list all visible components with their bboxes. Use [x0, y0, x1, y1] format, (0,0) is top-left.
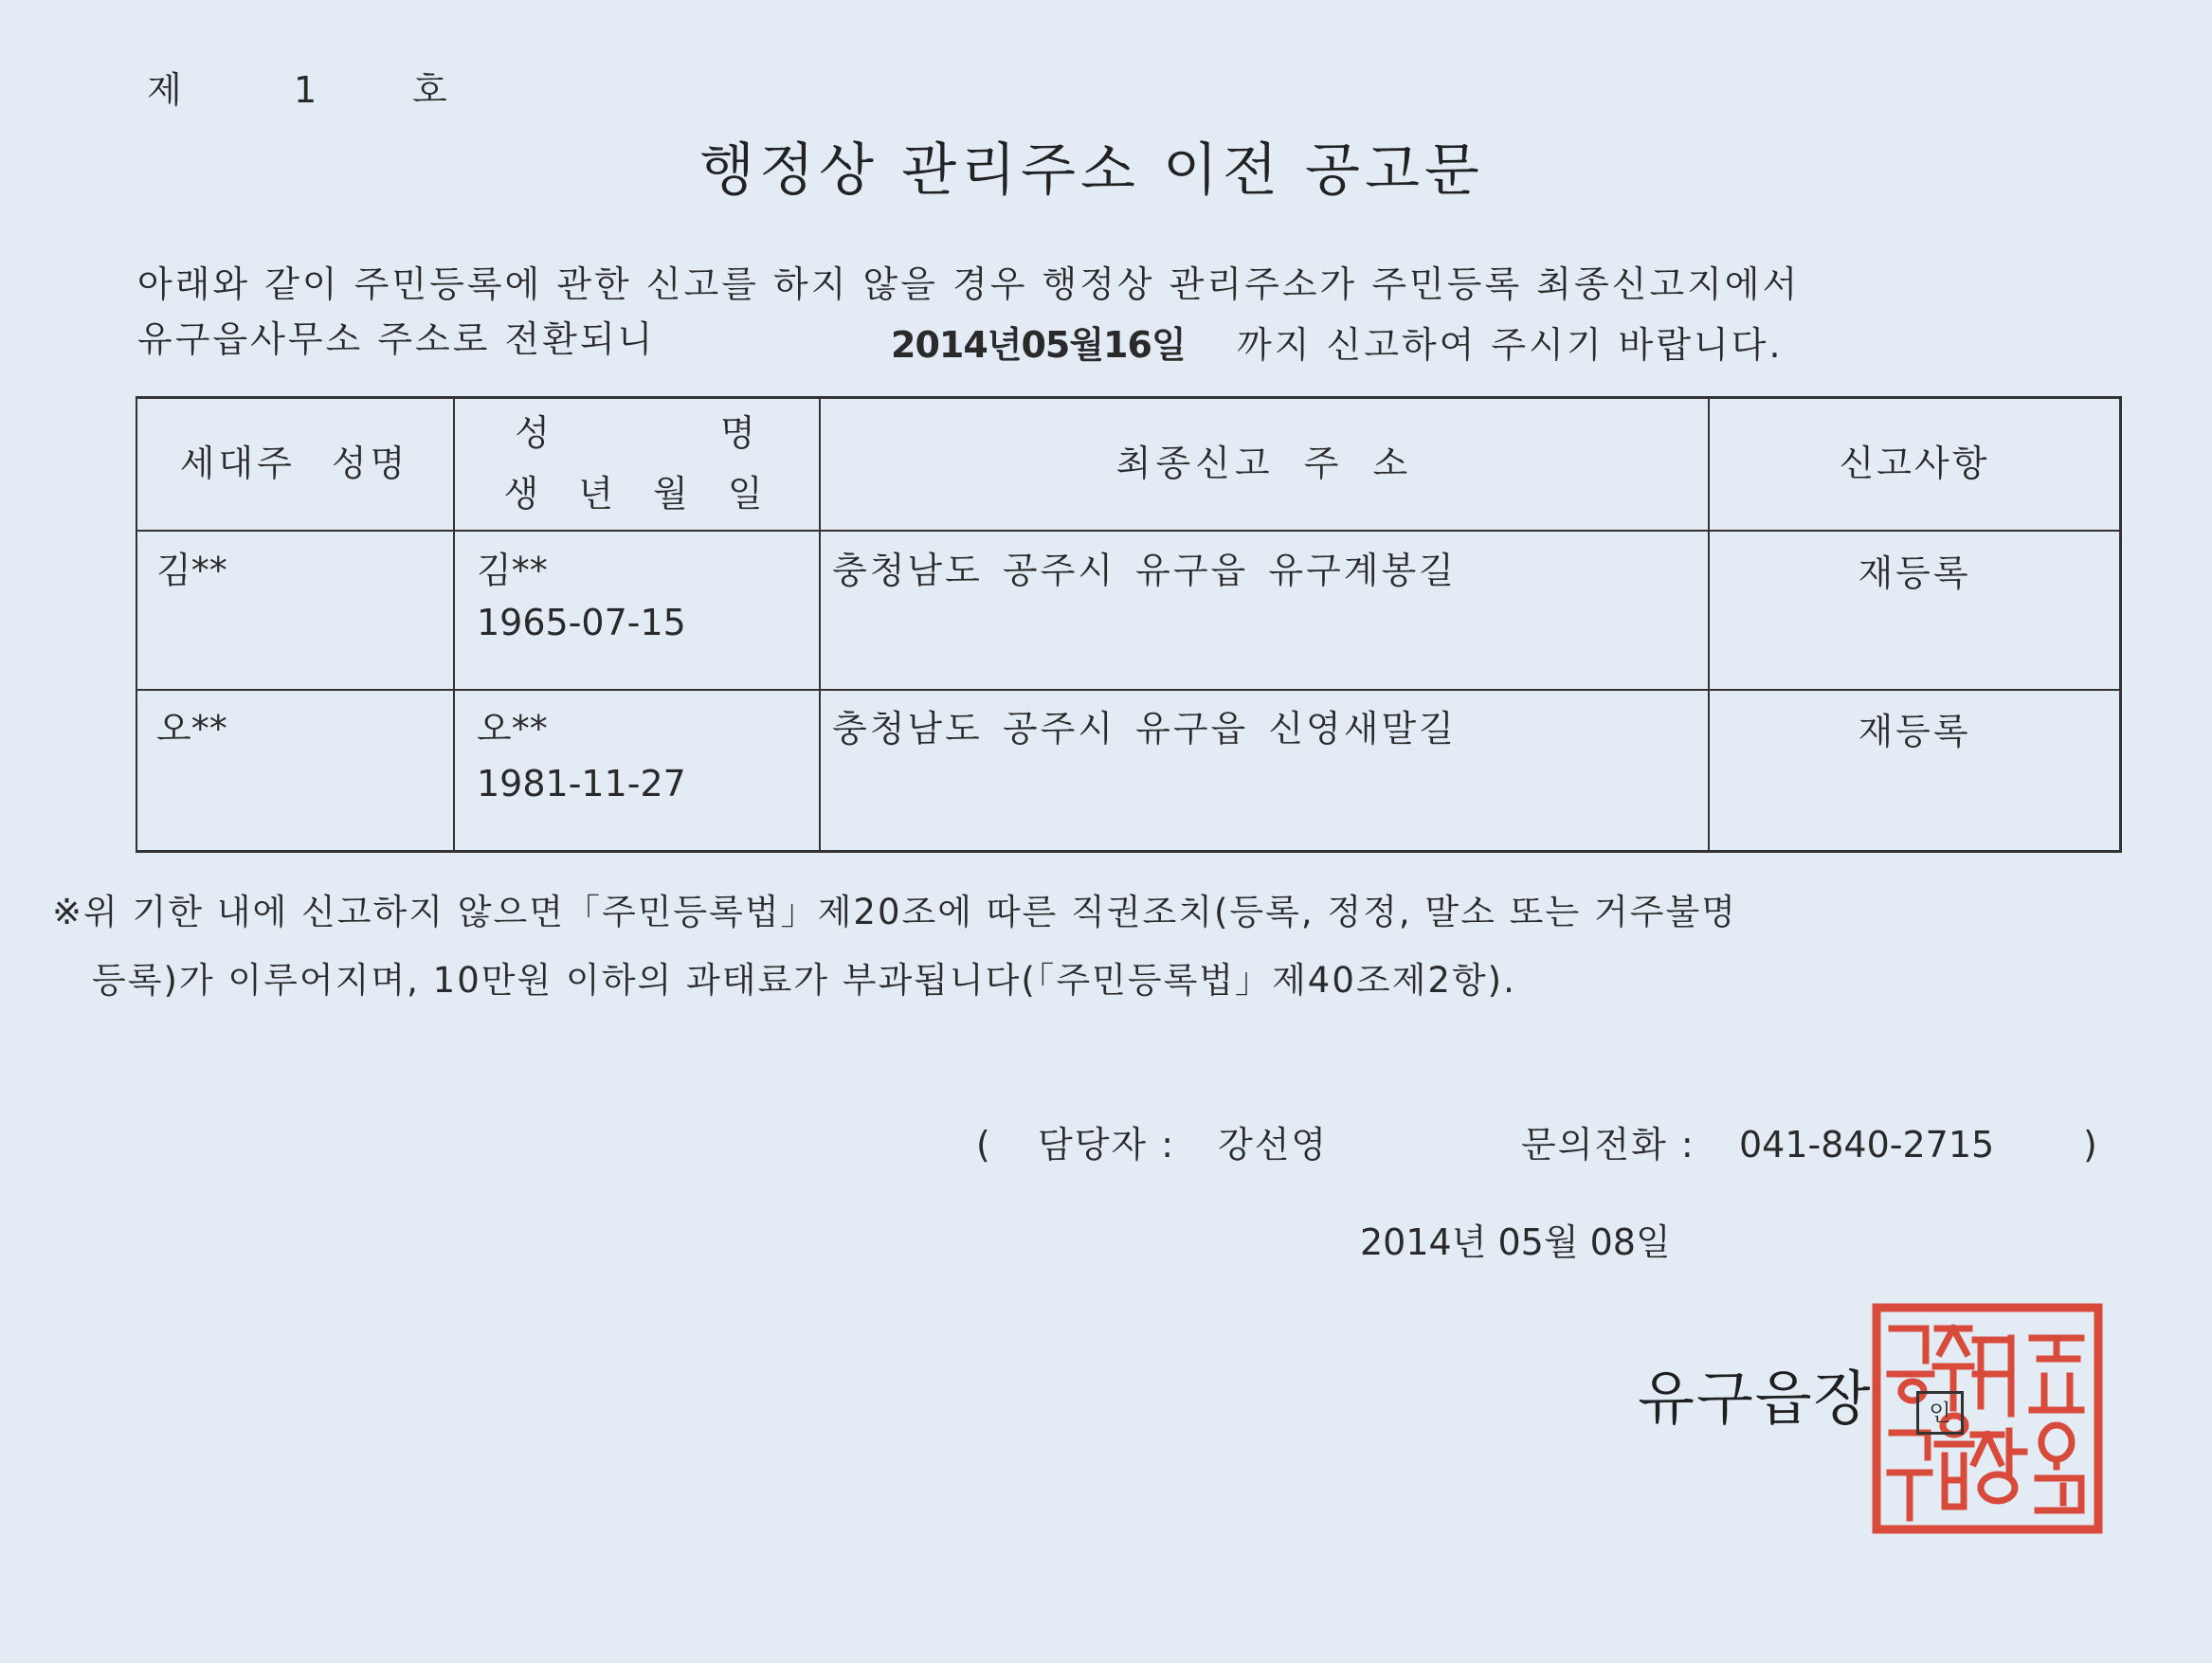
- contact-phone-label: 문의전화 :: [1521, 1124, 1695, 1166]
- deadline-date: 2014년05월16일: [891, 324, 1186, 366]
- contact-person-label: 담당자 :: [1038, 1124, 1176, 1166]
- table-border-top: [136, 396, 2122, 399]
- row1-address: 충청남도 공주시 유구읍 유구계봉길: [832, 550, 1457, 591]
- table-border-bottom: [136, 850, 2122, 853]
- contact-open-paren: (: [976, 1124, 992, 1166]
- table-border-right: [2119, 396, 2122, 853]
- contact-phone-number: 041-840-2715: [1739, 1124, 1995, 1166]
- table-row-divider: [136, 689, 2122, 691]
- row1-householder: 김**: [156, 550, 227, 591]
- seal-mark-box: 인: [1916, 1391, 1964, 1435]
- issue-date: 2014년 05월 08일: [1360, 1221, 1671, 1263]
- table-col-divider-1: [453, 396, 455, 853]
- table-header-divider: [136, 530, 2122, 532]
- row1-report-type: 재등록: [1858, 552, 1971, 594]
- row2-birth-date: 1981-11-27: [477, 763, 686, 804]
- intro-line-2-prefix: 유구읍사무소 주소로 전환되니: [137, 318, 656, 360]
- official-seal-stamp: [1869, 1300, 2106, 1537]
- row1-birth-date: 1965-07-15: [477, 602, 686, 643]
- notice-line-1: ※위 기한 내에 신고하지 않으면「주민등록법」제20조에 따른 직권조치(등록, 정정, 말소 또는 거주불명: [52, 892, 1737, 932]
- row2-report-type: 재등록: [1858, 711, 1971, 752]
- contact-close-paren: ): [2083, 1124, 2099, 1166]
- notice-line-2: 등록)가 이루어지며, 10만원 이하의 과태료가 부과됩니다(「주민등록법」제40조제2항).: [92, 960, 1516, 1001]
- page-title-text: 행정상 관리주소 이전 공고문: [699, 137, 1484, 204]
- document-number-value: 1: [294, 69, 317, 111]
- header-name: 성 명: [515, 412, 759, 454]
- row2-address: 충청남도 공주시 유구읍 신영새말길: [832, 708, 1457, 750]
- header-address: 최종신고 주 소: [1115, 443, 1413, 484]
- header-report-type: 신고사항: [1839, 443, 1990, 484]
- row2-name: 오**: [477, 708, 548, 750]
- contact-person-name: 강선영: [1218, 1124, 1329, 1166]
- document-number-suffix: 호: [412, 69, 447, 111]
- issuing-office-name: 유구읍장: [1638, 1364, 1873, 1433]
- document-number-prefix: 제: [147, 69, 182, 111]
- registration-table: [136, 396, 2122, 853]
- intro-line-2-suffix: 까지 신고하여 주시기 바랍니다.: [1237, 324, 1784, 366]
- header-householder-name: 세대주 성명: [179, 443, 409, 484]
- header-birth-date: 생 년 월 일: [503, 473, 771, 515]
- row2-householder: 오**: [156, 708, 227, 750]
- row1-name: 김**: [477, 550, 548, 591]
- intro-line-1: 아래와 같이 주민등록에 관한 신고를 하지 않을 경우 행정상 관리주소가 주민등록 최종신고지에서: [137, 263, 1801, 305]
- page-title: [0, 133, 2212, 208]
